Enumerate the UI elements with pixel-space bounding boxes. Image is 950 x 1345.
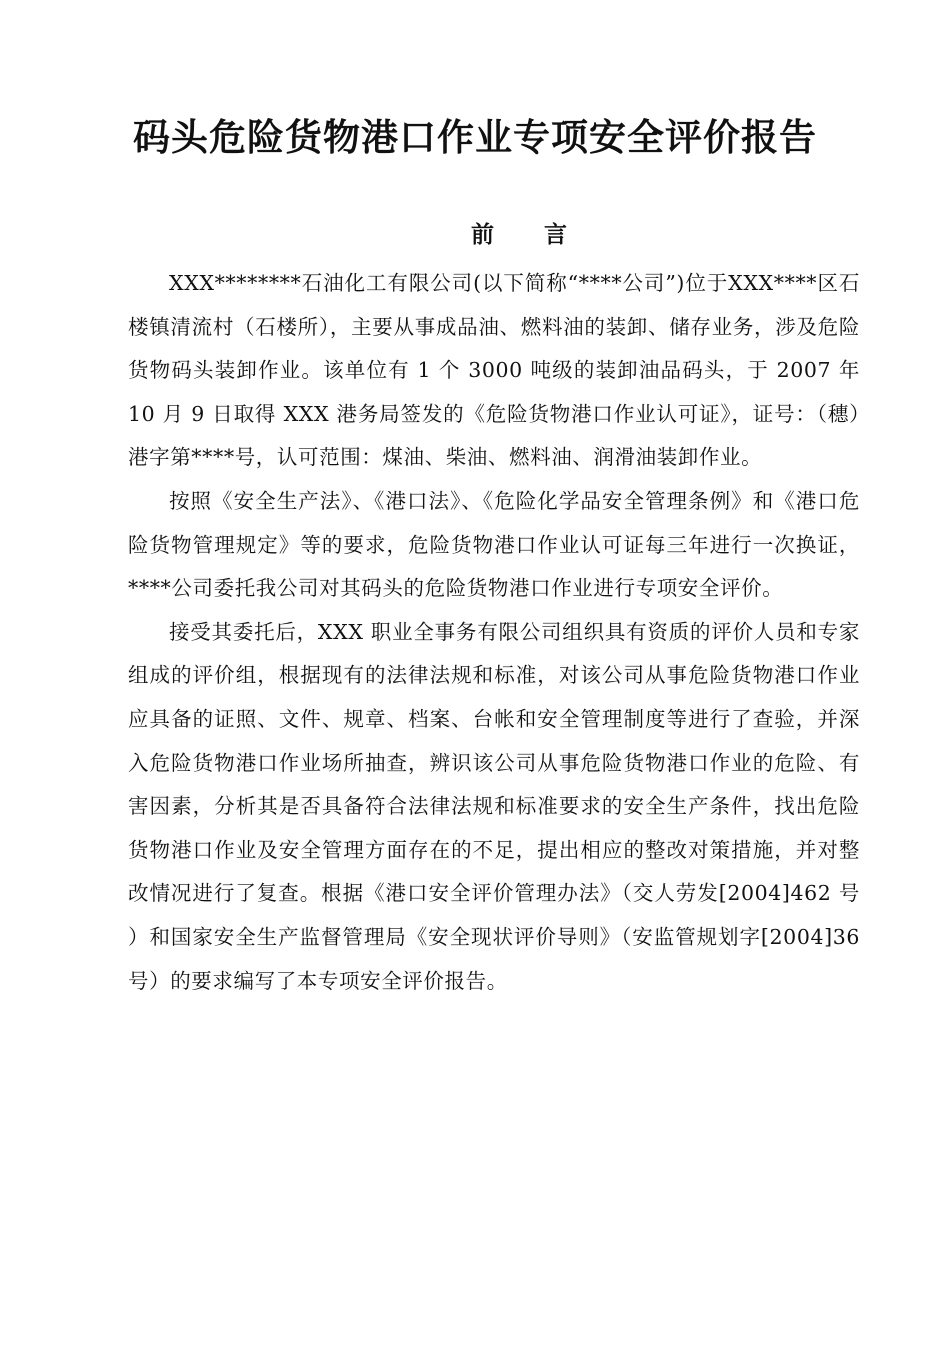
paragraph-regulations: 按照《安全生产法》、《港口法》、《危险化学品安全管理条例》和《港口危险货物管理规定》等的要求，危险货物港口作业认可证每三年进行一次换证，****公司委托我公司对其码头的危险货物港口作业进行专项安全评价。 [128,488,860,601]
paragraph-company-intro: XXX********石油化工有限公司(以下简称“****公司”)位于XXX****区石楼镇清流村（石楼所），主要从事成品油、燃料油的装卸、储存业务，涉及危险货物码头装卸作业。该单位有 1 个 3000 吨级的装卸油品码头，于 2007 年 10 月 9 日取得 XXX 港务局签发的《危险货物港口作业认可证》，证号：（穗）港字第****号，认可范围：煤油、柴油、燃料油、润滑油装卸作业。 [128,271,860,470]
paragraph-evaluation-process: 接受其委托后，XXX 职业全事务有限公司组织具有资质的评价人员和专家组成的评价组，根据现有的法律法规和标准，对该公司从事危险货物港口作业应具备的证照、文件、规章、档案、台帐和安全管理制度等进行了查验，并深入危险货物港口作业场所抽查，辨识该公司从事危险货物港口作业的危险、有害因素，分析其是否具备符合法律法规和标准要求的安全生产条件，找出危险货物港口作业及安全管理方面存在的不足，提出相应的整改对策措施，并对整改情况进行了复查。根据《港口安全评价管理办法》（交人劳发[2004]462 号 ）和国家安全生产监督管理局《安全现状评价导则》（安监管规划字[2004]36 号）的要求编写了本专项安全评价报告。 [128,619,860,993]
section-heading-char-1: 前 [471,222,494,248]
section-heading-preface [0,215,950,255]
section-heading-char-2: 言 [544,222,567,248]
preface-body [128,262,860,1003]
document-title: 码头危险货物港口作业专项安全评价报告 [133,116,817,159]
